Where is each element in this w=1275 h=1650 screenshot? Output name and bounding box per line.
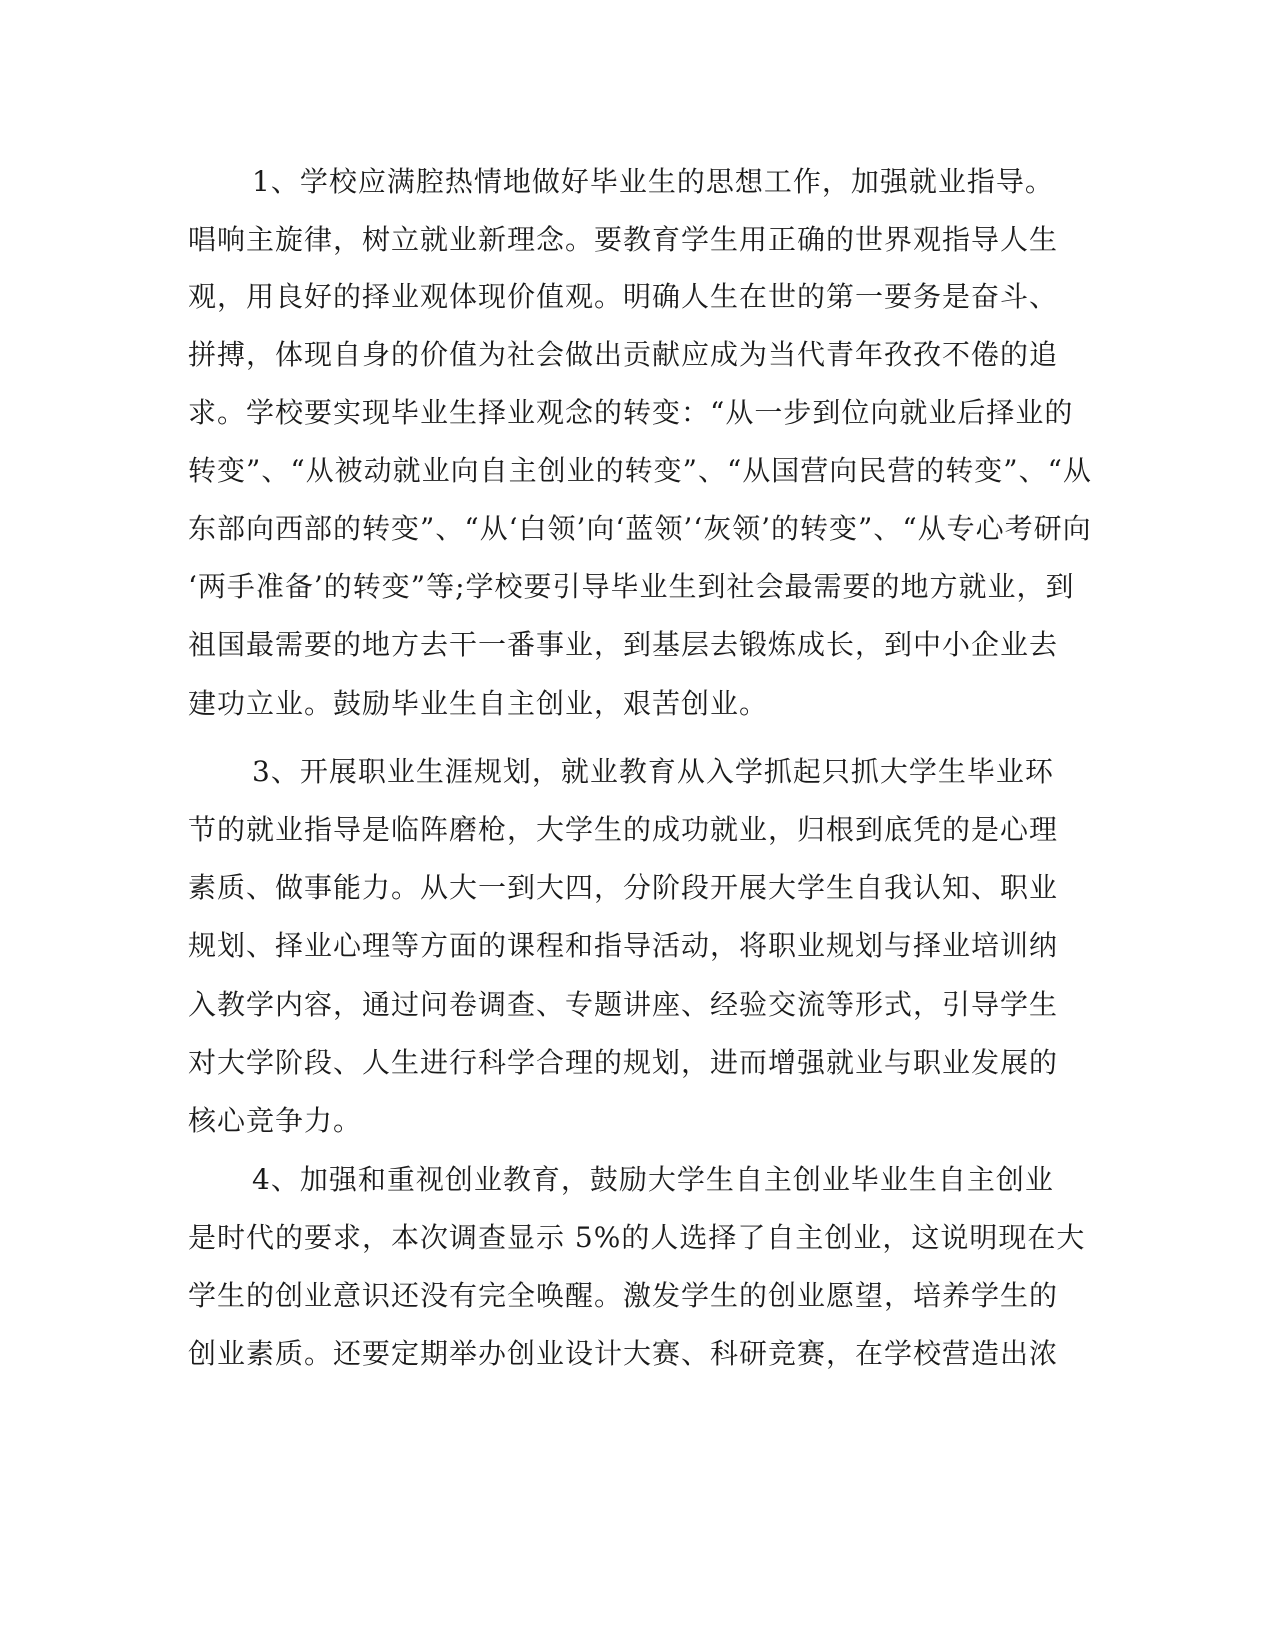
text-line: 观，用良好的择业观体现价值观。明确人生在世的第一要务是奋斗、 (188, 280, 1059, 313)
text-line: 4、加强和重视创业教育，鼓励大学生自主创业毕业生自主创业 (252, 1163, 1054, 1196)
text-line: 转变”、“从被动就业向自主创业的转变”、“从国营向民营的转变”、“从 (188, 454, 1092, 487)
text-line: 1、学校应满腔热情地做好毕业生的思想工作，加强就业指导。 (252, 165, 1054, 198)
text-line: 入教学内容，通过问卷调查、专题讲座、经验交流等形式，引导学生 (188, 988, 1059, 1021)
text-line: 建功立业。鼓励毕业生自主创业，艰苦创业。 (188, 687, 769, 720)
text-line: 是时代的要求，本次调查显示 5%的人选择了自主创业，这说明现在大 (188, 1221, 1086, 1254)
text-line: 拼搏，体现自身的价值为社会做出贡献应成为当代青年孜孜不倦的追 (188, 338, 1059, 371)
text-line: 节的就业指导是临阵磨枪，大学生的成功就业，归根到底凭的是心理 (188, 813, 1059, 846)
text-line: 3、开展职业生涯规划，就业教育从入学抓起只抓大学生毕业环 (252, 755, 1054, 788)
text-line: 学生的创业意识还没有完全唤醒。激发学生的创业愿望，培养学生的 (188, 1279, 1059, 1312)
text-line: 祖国最需要的地方去干一番事业，到基层去锻炼成长，到中小企业去 (188, 628, 1059, 661)
text-line: 唱响主旋律，树立就业新理念。要教育学生用正确的世界观指导人生 (188, 223, 1059, 256)
text-line: 求。学校要实现毕业生择业观念的转变：“从一步到位向就业后择业的 (188, 396, 1074, 429)
text-line: 对大学阶段、人生进行科学合理的规划，进而增强就业与职业发展的 (188, 1046, 1059, 1079)
text-line: 规划、择业心理等方面的课程和指导活动，将职业规划与择业培训纳 (188, 929, 1059, 962)
text-line: 核心竞争力。 (188, 1104, 363, 1137)
text-line: 素质、做事能力。从大一到大四，分阶段开展大学生自我认知、职业 (188, 871, 1059, 904)
text-line: ‘两手准备’的转变”等;学校要引导毕业生到社会最需要的地方就业，到 (188, 570, 1075, 603)
text-line: 东部向西部的转变”、“从‘白领’向‘蓝领’‘灰领’的转变”、“从专心考研向 (188, 512, 1092, 545)
text-line: 创业素质。还要定期举办创业设计大赛、科研竞赛，在学校营造出浓 (188, 1337, 1059, 1370)
